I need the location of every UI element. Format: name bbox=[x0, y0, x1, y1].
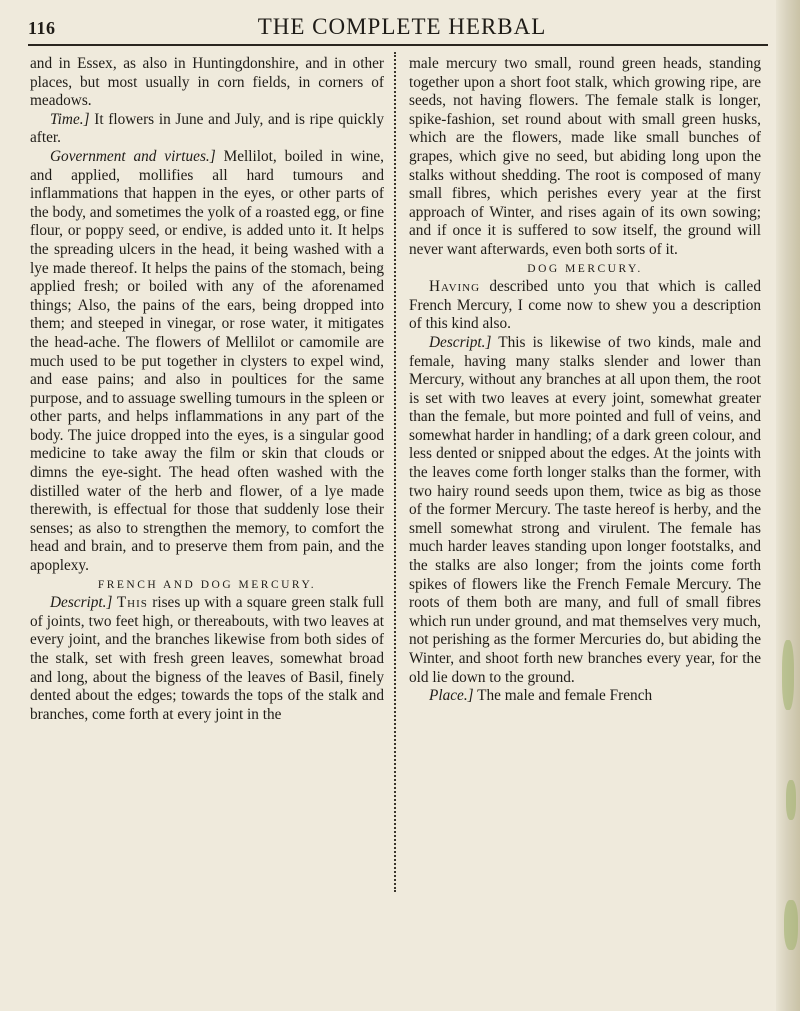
paragraph-text: male mercury two small, round green heads, standing together upon a short foot stalk, which growing ripe, are seeds, not having flowers. The female stalk is longer, spike-fashion, set round about with small green husks, which are the flowers, made like small bunches of grapes, which give no seed, but abiding long upon the stalks without shedding. The root is composed of many small fibres, which perishes every year at the first approach of Winter, and rises again of its own sowing; and if once it is suffered to sow itself, the ground will never want afterwards, even both sorts of it. bbox=[409, 55, 761, 258]
right-column bbox=[409, 55, 761, 706]
paragraph-term: Place.] bbox=[429, 687, 474, 705]
paragraph bbox=[409, 334, 761, 687]
page-edge bbox=[776, 0, 800, 1011]
paragraph-term: Time.] bbox=[50, 110, 90, 128]
paragraph bbox=[409, 278, 761, 334]
page-number: 116 bbox=[28, 18, 56, 38]
paragraph-text: rises up with a square green stalk full of joints, two feet high, or thereabouts, with two leaves at every joint, and the branches likewise from both sides of the stalk, set with fresh green leaves, somewhat broad and long, about the bigness of the leaves of Basil, finely dented about the edges; towards the tops of the stalk and branches, come forth at every joint in the bbox=[30, 594, 384, 723]
left-column bbox=[30, 55, 384, 724]
header-rule bbox=[28, 44, 768, 46]
page-edge-stain bbox=[782, 640, 794, 710]
section-heading: DOG MERCURY. bbox=[527, 262, 643, 275]
paragraph-lead: Having bbox=[429, 278, 481, 296]
paragraph-term: Government and virtues.] bbox=[50, 147, 216, 165]
paragraph bbox=[30, 594, 384, 724]
paragraph-text: and in Essex, as also in Huntingdonshire, and in other places, but most usually in corn fields, in corners of meadows. bbox=[30, 55, 384, 110]
page-header bbox=[28, 14, 776, 42]
page-edge-stain bbox=[786, 780, 796, 820]
paragraph-text: Mellilot, boiled in wine, and applied, mollifies all hard tumours and inflammations that happen in the eyes, or other parts of the body, and sometimes the yolk of a roasted egg, or fine flour, or poppy seed, or endive, is added unto it. It helps the spreading ulcers in the head, it being washed with a lye made thereof. It helps the pains of the stomach, being applied fresh; or boiled with any of the aforenamed things; Also, the pains of the ears, being dropped into them; and steeped in vinegar, or rose water, it mitigates the head-ache. The flowers of Mellilot or camomile are much used to be put together in clysters to expel wind, and ease pains; and also in poultices for the same purpose, and to assuage swelling tumours in the spleen or other parts, and helps inflammations in any part of the body. The juice dropped into the eyes, is a singular good medicine to take away the film or skin that clouds or dimns the eye-sight. The head often washed with the distilled water of the herb and flower, of a lye made therewith, is effectual for those that suddenly lose their senses; as also to strengthen the memory, to comfort the head and brain, and to preserve them from pain, and the apoplexy. bbox=[30, 147, 384, 575]
section-heading: FRENCH AND DOG MERCURY. bbox=[97, 578, 317, 591]
paragraph-term: Descript.] bbox=[429, 333, 492, 351]
column-divider bbox=[394, 52, 396, 892]
paragraph-text: described unto you that which is called French Mercury, I come now to shew you a description of this kind also. bbox=[409, 278, 761, 333]
paragraph-text: The male and female French bbox=[473, 687, 653, 705]
paragraph-term: Descript.] bbox=[50, 594, 113, 612]
paragraph bbox=[409, 687, 761, 706]
paragraph-lead: This bbox=[116, 594, 148, 612]
paragraph-text: It flowers in June and July, and is ripe quickly after. bbox=[30, 110, 384, 147]
paragraph bbox=[409, 55, 761, 260]
paragraph-text: This is likewise of two kinds, male and female, having many stalks slender and lower than Mercury, without any branches at all upon them, the root is set with two leaves at every joint, somewhat greater than the female, but more pointed and full of veins, and somewhat harder in handling; of a dark green colour, and less dented or snipped about the edges. At the joints with the leaves come forth longer stalks than the former, with two hairy round seeds upon them, twice as big as those of the former Mercury. The taste hereof is herby, and the smell somewhat strong and virulent. The female has much harder leaves standing upon longer footstalks, and the stalks are also longer; from the joints come forth spikes of flowers like the French Female Mercury. The roots of them both are many, and full of small fibres which run under ground, and mat themselves very much, not perishing as the former Mercuries do, but abiding the Winter, and shoot forth new branches every year, for the old lie down to the ground. bbox=[409, 333, 761, 686]
running-head: THE COMPLETE HERBAL bbox=[257, 14, 547, 39]
page-edge-stain bbox=[784, 900, 798, 950]
paragraph bbox=[30, 111, 384, 148]
paragraph bbox=[30, 55, 384, 111]
paragraph bbox=[30, 148, 384, 576]
